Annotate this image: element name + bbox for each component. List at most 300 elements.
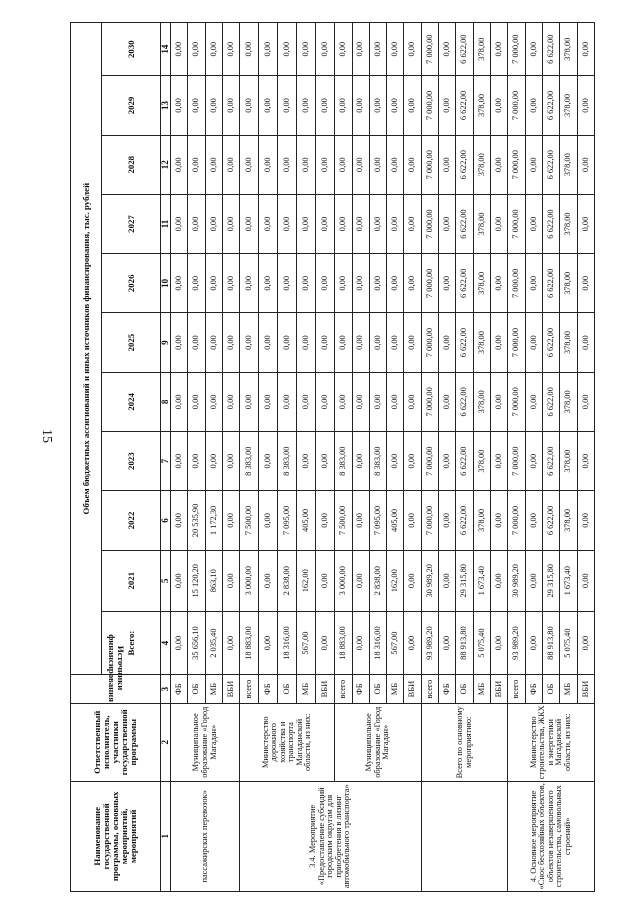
- amount-cell: 0,00: [316, 254, 335, 313]
- amount-cell: 0,00: [316, 372, 335, 431]
- amount-cell: 0,00: [369, 372, 386, 431]
- amount-cell: 162,00: [297, 550, 316, 611]
- amount-cell: 0,00: [240, 76, 259, 135]
- amount-cell: 378,00: [560, 491, 577, 550]
- amount-cell: 0,00: [240, 23, 259, 76]
- amount-cell: 0,00: [188, 432, 205, 491]
- amount-cell: 0,00: [278, 313, 297, 372]
- amount-cell: 0,00: [335, 254, 352, 313]
- amount-cell: 0,00: [297, 372, 316, 431]
- amount-cell: 0,00: [491, 76, 508, 135]
- funding-source: ОБ: [188, 675, 205, 704]
- amount-cell: 0,00: [240, 135, 259, 194]
- amount-cell: 0,00: [491, 135, 508, 194]
- amount-cell: 6 622,00: [542, 254, 559, 313]
- amount-cell: 18 883,00: [240, 611, 259, 674]
- amount-cell: 378,00: [473, 194, 490, 253]
- amount-cell: 88 913,80: [456, 611, 473, 674]
- col-number: 3: [161, 675, 171, 704]
- amount-cell: 0,00: [259, 135, 278, 194]
- amount-cell: 93 989,20: [508, 611, 525, 674]
- amount-cell: 0,00: [404, 135, 421, 194]
- col-number: 12: [161, 135, 171, 194]
- amount-cell: 0,00: [577, 194, 594, 253]
- amount-cell: 0,00: [259, 194, 278, 253]
- amount-cell: 0,00: [369, 254, 386, 313]
- amount-cell: 0,00: [404, 372, 421, 431]
- amount-cell: 0,00: [525, 194, 542, 253]
- table-row: [240, 23, 259, 892]
- amount-cell: 567,00: [297, 611, 316, 674]
- funding-source: ОБ: [542, 675, 559, 704]
- amount-cell: 0,00: [171, 313, 188, 372]
- amount-cell: 0,00: [404, 254, 421, 313]
- amount-cell: 7 000,00: [508, 372, 525, 431]
- amount-cell: 0,00: [171, 611, 188, 674]
- amount-cell: 0,00: [369, 194, 386, 253]
- funding-source: ФБ: [525, 675, 542, 704]
- amount-cell: 0,00: [205, 313, 222, 372]
- amount-cell: 0,00: [188, 372, 205, 431]
- amount-cell: 0,00: [259, 372, 278, 431]
- amount-cell: 0,00: [369, 135, 386, 194]
- amount-cell: 0,00: [335, 372, 352, 431]
- amount-cell: 0,00: [439, 611, 456, 674]
- funding-source: ОБ: [369, 675, 386, 704]
- funding-source: всего: [335, 675, 352, 704]
- amount-cell: 0,00: [171, 254, 188, 313]
- amount-cell: 0,00: [439, 194, 456, 253]
- amount-cell: 0,00: [577, 491, 594, 550]
- amount-cell: 0,00: [188, 194, 205, 253]
- executor-name: Министерство строительства, ЖКХ и энергетики Магаданской области, из них:: [508, 703, 595, 781]
- amount-cell: 0,00: [352, 23, 369, 76]
- amount-cell: 7 000,00: [421, 313, 438, 372]
- amount-cell: 378,00: [560, 23, 577, 76]
- amount-cell: 29 315,80: [456, 550, 473, 611]
- amount-cell: 0,00: [240, 194, 259, 253]
- amount-cell: 378,00: [560, 313, 577, 372]
- amount-cell: 7 000,00: [508, 194, 525, 253]
- amount-cell: 0,00: [223, 313, 240, 372]
- measure-name: пассажирских перевозок»: [171, 781, 240, 891]
- amount-cell: 18 316,00: [278, 611, 297, 674]
- amount-cell: 0,00: [439, 76, 456, 135]
- amount-cell: 7 000,00: [421, 432, 438, 491]
- amount-cell: 0,00: [352, 135, 369, 194]
- amount-cell: 378,00: [473, 313, 490, 372]
- amount-cell: 0,00: [439, 313, 456, 372]
- amount-cell: 0,00: [335, 135, 352, 194]
- amount-cell: 0,00: [491, 432, 508, 491]
- amount-cell: 0,00: [171, 76, 188, 135]
- funding-source: ФБ: [439, 675, 456, 704]
- header-col2: Ответственный исполнитель, участники государственной программы: [71, 703, 161, 781]
- amount-cell: 0,00: [278, 254, 297, 313]
- amount-cell: 0,00: [171, 432, 188, 491]
- amount-cell: 378,00: [560, 194, 577, 253]
- amount-cell: 0,00: [205, 254, 222, 313]
- amount-cell: 6 622,00: [456, 76, 473, 135]
- amount-cell: 378,00: [473, 372, 490, 431]
- amount-cell: 0,00: [491, 23, 508, 76]
- amount-cell: 0,00: [223, 491, 240, 550]
- amount-cell: 0,00: [352, 313, 369, 372]
- col-number: 11: [161, 194, 171, 253]
- amount-cell: 405,00: [297, 491, 316, 550]
- amount-cell: 6 622,00: [456, 372, 473, 431]
- measure-name: [421, 781, 508, 891]
- amount-cell: 7 000,00: [508, 313, 525, 372]
- amount-cell: 0,00: [223, 611, 240, 674]
- amount-cell: 0,00: [352, 254, 369, 313]
- amount-cell: 0,00: [223, 76, 240, 135]
- amount-cell: 0,00: [352, 491, 369, 550]
- amount-cell: 0,00: [352, 550, 369, 611]
- amount-cell: 863,10: [205, 550, 222, 611]
- amount-cell: 0,00: [316, 23, 335, 76]
- amount-cell: 2 838,00: [278, 550, 297, 611]
- amount-cell: 0,00: [577, 372, 594, 431]
- amount-cell: 8 383,00: [369, 432, 386, 491]
- funding-source: ВБИ: [577, 675, 594, 704]
- amount-cell: 0,00: [525, 432, 542, 491]
- amount-cell: 0,00: [352, 611, 369, 674]
- amount-cell: 3 000,00: [240, 550, 259, 611]
- amount-cell: 0,00: [369, 76, 386, 135]
- amount-cell: 1 172,30: [205, 491, 222, 550]
- year-2023: 2023: [102, 432, 161, 491]
- funding-source: МБ: [560, 675, 577, 704]
- amount-cell: 0,00: [525, 611, 542, 674]
- amount-cell: 7 500,00: [335, 491, 352, 550]
- col-number: 14: [161, 23, 171, 76]
- amount-cell: 20 535,90: [188, 491, 205, 550]
- funding-source: всего: [421, 675, 438, 704]
- amount-cell: 0,00: [240, 372, 259, 431]
- funding-source: МБ: [297, 675, 316, 704]
- year-2030: 2030: [102, 23, 161, 76]
- amount-cell: 0,00: [491, 254, 508, 313]
- amount-cell: 0,00: [404, 550, 421, 611]
- amount-cell: 0,00: [171, 372, 188, 431]
- amount-cell: 6 622,00: [456, 23, 473, 76]
- amount-cell: 0,00: [259, 254, 278, 313]
- amount-cell: 378,00: [560, 432, 577, 491]
- amount-cell: 18 316,00: [369, 611, 386, 674]
- amount-cell: 6 622,00: [456, 254, 473, 313]
- amount-cell: 0,00: [387, 194, 404, 253]
- amount-cell: 0,00: [297, 313, 316, 372]
- amount-cell: 0,00: [577, 76, 594, 135]
- amount-cell: 6 622,00: [542, 491, 559, 550]
- amount-cell: 0,00: [491, 194, 508, 253]
- amount-cell: 7 000,00: [508, 432, 525, 491]
- amount-cell: 0,00: [525, 372, 542, 431]
- amount-cell: 0,00: [188, 135, 205, 194]
- amount-cell: 0,00: [525, 491, 542, 550]
- amount-cell: 7 000,00: [508, 254, 525, 313]
- amount-cell: 378,00: [560, 76, 577, 135]
- amount-cell: 0,00: [188, 254, 205, 313]
- amount-cell: 6 622,00: [456, 491, 473, 550]
- amount-cell: 0,00: [278, 23, 297, 76]
- funding-source: всего: [508, 675, 525, 704]
- year-2024: 2024: [102, 372, 161, 431]
- amount-cell: 15 120,20: [188, 550, 205, 611]
- funding-source: МБ: [473, 675, 490, 704]
- amount-cell: 0,00: [387, 135, 404, 194]
- amount-cell: 0,00: [335, 313, 352, 372]
- year-2022: 2022: [102, 491, 161, 550]
- amount-cell: 0,00: [171, 135, 188, 194]
- amount-cell: 0,00: [439, 491, 456, 550]
- amount-cell: 0,00: [404, 23, 421, 76]
- amount-cell: 0,00: [525, 135, 542, 194]
- amount-cell: 0,00: [223, 372, 240, 431]
- amount-cell: 0,00: [491, 491, 508, 550]
- year-2026: 2026: [102, 254, 161, 313]
- amount-cell: 7 000,00: [421, 254, 438, 313]
- amount-cell: 0,00: [259, 432, 278, 491]
- amount-cell: 5 075,40: [560, 611, 577, 674]
- executor-name: Министерство дорожного хозяйства и транспорта Магаданской области, из них:: [240, 703, 335, 781]
- amount-cell: 0,00: [577, 313, 594, 372]
- amount-cell: 0,00: [335, 23, 352, 76]
- amount-cell: 0,00: [316, 194, 335, 253]
- amount-cell: 0,00: [525, 550, 542, 611]
- amount-cell: 0,00: [577, 254, 594, 313]
- amount-cell: 567,00: [387, 611, 404, 674]
- amount-cell: 0,00: [205, 432, 222, 491]
- amount-cell: 7 500,00: [240, 491, 259, 550]
- header-col1: Наименование государственной программы, основных мероприятий, мероприятий: [71, 781, 161, 891]
- funding-source: ВБИ: [223, 675, 240, 704]
- amount-cell: 0,00: [387, 254, 404, 313]
- amount-cell: 0,00: [205, 76, 222, 135]
- amount-cell: 405,00: [387, 491, 404, 550]
- amount-cell: 0,00: [259, 491, 278, 550]
- amount-cell: 378,00: [473, 254, 490, 313]
- executor-name: Муниципальное образование «Город Магадан»: [335, 703, 422, 781]
- amount-cell: 378,00: [473, 491, 490, 550]
- amount-cell: 0,00: [387, 76, 404, 135]
- amount-cell: 6 622,00: [542, 372, 559, 431]
- measure-name: 4. Основное мероприятие «Снос бесхозяйных объектов, объектов незавершенного строительства, самовольных строений»: [508, 781, 595, 891]
- amount-cell: 7 000,00: [508, 135, 525, 194]
- amount-cell: 378,00: [560, 372, 577, 431]
- page-number: 15: [39, 429, 54, 443]
- amount-cell: 0,00: [223, 135, 240, 194]
- amount-cell: 0,00: [278, 76, 297, 135]
- year-2025: 2025: [102, 313, 161, 372]
- rotated-table-wrapper: [70, 22, 595, 892]
- amount-cell: 0,00: [387, 23, 404, 76]
- amount-cell: 8 383,00: [278, 432, 297, 491]
- col-number: 13: [161, 76, 171, 135]
- funding-source: МБ: [387, 675, 404, 704]
- amount-cell: 0,00: [404, 491, 421, 550]
- col-number: 5: [161, 550, 171, 611]
- amount-cell: 0,00: [577, 135, 594, 194]
- amount-cell: 0,00: [259, 23, 278, 76]
- amount-cell: 0,00: [188, 76, 205, 135]
- year-2027: 2027: [102, 194, 161, 253]
- table-row: [171, 23, 188, 892]
- year-2021: 2021: [102, 550, 161, 611]
- funding-source: ФБ: [259, 675, 278, 704]
- funding-source: ВБИ: [491, 675, 508, 704]
- col-number: 6: [161, 491, 171, 550]
- amount-cell: 0,00: [223, 254, 240, 313]
- amount-cell: 0,00: [404, 432, 421, 491]
- funding-source: ФБ: [171, 675, 188, 704]
- col-number: 8: [161, 372, 171, 431]
- table-row: [508, 23, 525, 892]
- amount-cell: 0,00: [387, 372, 404, 431]
- amount-cell: 0,00: [297, 23, 316, 76]
- funding-source: всего: [240, 675, 259, 704]
- amount-cell: 0,00: [223, 194, 240, 253]
- amount-cell: 0,00: [171, 491, 188, 550]
- funding-table: [70, 22, 595, 892]
- amount-cell: 0,00: [188, 313, 205, 372]
- amount-cell: 0,00: [223, 432, 240, 491]
- amount-cell: 0,00: [525, 313, 542, 372]
- amount-cell: 0,00: [404, 194, 421, 253]
- col-number: 1: [161, 781, 171, 891]
- amount-cell: 0,00: [335, 194, 352, 253]
- amount-cell: 1 673,40: [560, 550, 577, 611]
- executor-name: Муниципальное образование «Город Магадан»: [171, 703, 240, 781]
- amount-cell: 0,00: [369, 313, 386, 372]
- measure-name: 3.4. Мероприятие «Предоставление субсидий городским округам для приобретения в лизинг автомобильного транспорта»: [240, 781, 421, 891]
- amount-cell: 0,00: [278, 372, 297, 431]
- amount-cell: 0,00: [297, 254, 316, 313]
- amount-cell: 162,00: [387, 550, 404, 611]
- amount-cell: 0,00: [278, 135, 297, 194]
- funding-source: ОБ: [278, 675, 297, 704]
- amount-cell: 0,00: [259, 76, 278, 135]
- amount-cell: 7 000,00: [508, 491, 525, 550]
- amount-cell: 8 383,00: [240, 432, 259, 491]
- amount-cell: 6 622,00: [456, 313, 473, 372]
- amount-cell: 0,00: [240, 254, 259, 313]
- amount-cell: 0,00: [278, 194, 297, 253]
- amount-cell: 0,00: [316, 550, 335, 611]
- amount-cell: 3 000,00: [335, 550, 352, 611]
- amount-cell: 0,00: [404, 313, 421, 372]
- amount-cell: 2 838,00: [369, 550, 386, 611]
- amount-cell: 0,00: [439, 254, 456, 313]
- year-2028: 2028: [102, 135, 161, 194]
- amount-cell: 0,00: [205, 372, 222, 431]
- amount-cell: 0,00: [297, 432, 316, 491]
- table-row: [421, 23, 438, 892]
- amount-cell: 0,00: [352, 372, 369, 431]
- amount-cell: 0,00: [577, 550, 594, 611]
- amount-cell: 0,00: [491, 313, 508, 372]
- amount-cell: 0,00: [316, 432, 335, 491]
- col-number: 4: [161, 611, 171, 674]
- table-body: [171, 23, 595, 892]
- header-numbers-row: [161, 23, 171, 892]
- amount-cell: 378,00: [560, 254, 577, 313]
- col-number: 7: [161, 432, 171, 491]
- amount-cell: 0,00: [205, 23, 222, 76]
- amount-cell: 0,00: [223, 23, 240, 76]
- amount-cell: 2 035,40: [205, 611, 222, 674]
- amount-cell: 18 883,00: [335, 611, 352, 674]
- amount-cell: 0,00: [525, 76, 542, 135]
- funding-source: ВБИ: [316, 675, 335, 704]
- amount-cell: 35 656,10: [188, 611, 205, 674]
- amount-cell: 0,00: [577, 432, 594, 491]
- amount-cell: 0,00: [297, 135, 316, 194]
- amount-cell: 378,00: [473, 135, 490, 194]
- amount-cell: 0,00: [188, 23, 205, 76]
- amount-cell: 0,00: [316, 135, 335, 194]
- amount-cell: 0,00: [223, 550, 240, 611]
- amount-cell: 378,00: [473, 23, 490, 76]
- executor-name: Всего по основному мероприятию:: [421, 703, 508, 781]
- amount-cell: 0,00: [259, 550, 278, 611]
- amount-cell: 0,00: [352, 194, 369, 253]
- amount-cell: 30 989,20: [508, 550, 525, 611]
- header-funding-title: Объем бюджетных ассигнований и иных источников финансирования, тыс. рублей: [71, 23, 102, 675]
- amount-cell: 0,00: [491, 550, 508, 611]
- amount-cell: 6 622,00: [542, 76, 559, 135]
- amount-cell: 0,00: [205, 194, 222, 253]
- amount-cell: 0,00: [316, 611, 335, 674]
- amount-cell: 0,00: [171, 23, 188, 76]
- amount-cell: 7 000,00: [508, 76, 525, 135]
- header-col3: Источники финансирования: [71, 675, 161, 704]
- table-row: [335, 23, 352, 892]
- amount-cell: 7 000,00: [421, 491, 438, 550]
- amount-cell: 7 095,00: [278, 491, 297, 550]
- amount-cell: 30 989,20: [421, 550, 438, 611]
- amount-cell: 29 315,80: [542, 550, 559, 611]
- amount-cell: 7 095,00: [369, 491, 386, 550]
- amount-cell: 7 000,00: [508, 23, 525, 76]
- amount-cell: 0,00: [171, 194, 188, 253]
- amount-cell: 6 622,00: [542, 194, 559, 253]
- amount-cell: 6 622,00: [542, 135, 559, 194]
- amount-cell: 6 622,00: [542, 432, 559, 491]
- amount-cell: 0,00: [297, 194, 316, 253]
- amount-cell: 0,00: [352, 432, 369, 491]
- amount-cell: 0,00: [352, 76, 369, 135]
- funding-source: ОБ: [456, 675, 473, 704]
- amount-cell: 0,00: [259, 313, 278, 372]
- amount-cell: 0,00: [387, 313, 404, 372]
- amount-cell: 0,00: [439, 432, 456, 491]
- amount-cell: 0,00: [316, 313, 335, 372]
- amount-cell: 7 000,00: [421, 372, 438, 431]
- funding-source: ВБИ: [404, 675, 421, 704]
- amount-cell: 0,00: [316, 76, 335, 135]
- amount-cell: 0,00: [316, 491, 335, 550]
- amount-cell: 0,00: [439, 372, 456, 431]
- year-2029: 2029: [102, 76, 161, 135]
- amount-cell: 0,00: [439, 23, 456, 76]
- year-total: Всего:: [102, 611, 161, 674]
- amount-cell: 378,00: [560, 135, 577, 194]
- amount-cell: 5 075,40: [473, 611, 490, 674]
- amount-cell: 0,00: [369, 23, 386, 76]
- amount-cell: 0,00: [439, 135, 456, 194]
